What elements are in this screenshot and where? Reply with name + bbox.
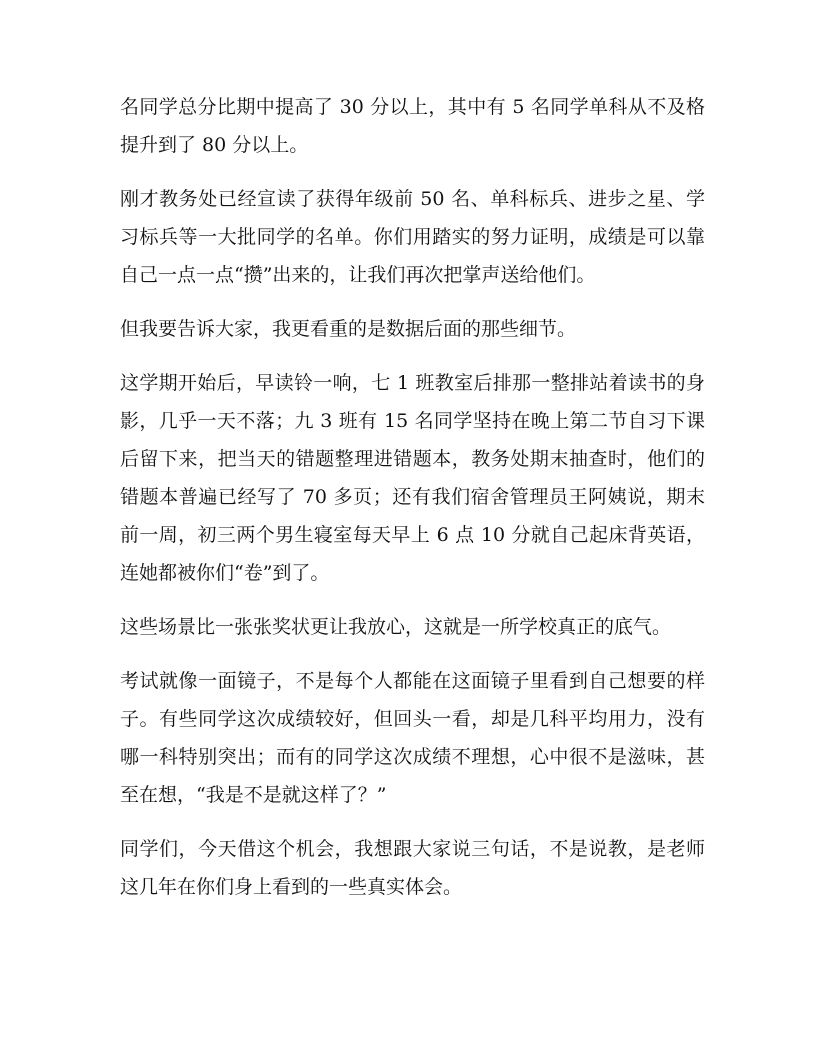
- paragraph-2: 刚才教务处已经宣读了获得年级前 50 名、单科标兵、进步之星、学习标兵等一大批同学的名单。你们用踏实的努力证明，成绩是可以靠自己一点一点“攒”出来的，让我们再次把掌声送给他们。: [120, 188, 705, 286]
- paragraph-6: 考试就像一面镜子，不是每个人都能在这面镜子里看到自己想要的样子。有些同学这次成绩较好，但回头一看，却是几科平均用力，没有哪一科特别突出；而有的同学这次成绩不理想，心中很不是滋味，甚至在想，“我是不是就这样了？”: [120, 670, 705, 806]
- document-body: [120, 88, 705, 922]
- paragraph-5: 这些场景比一张张奖状更让我放心，这就是一所学校真正的底气。: [120, 616, 672, 638]
- paragraph-4: 这学期开始后，早读铃一响，七 1 班教室后排那一整排站着读书的身影，几乎一天不落；九 3 班有 15 名同学坚持在晚上第二节自习下课后留下来，把当天的错题整理进错题本，教务处期末抽查时，他们的错题本普遍已经写了 70 多页；还有我们宿舍管理员王阿姨说，期末前一周，初三两个男生寝室每天早上 6 点 10 分就自己起床背英语，连她都被你们“卷”到了。: [120, 372, 705, 584]
- paragraph-7: 同学们，今天借这个机会，我想跟大家说三句话，不是说教，是老师这几年在你们身上看到的一些真实体会。: [120, 838, 705, 898]
- paragraph-1: 名同学总分比期中提高了 30 分以上，其中有 5 名同学单科从不及格提升到了 80 分以上。: [120, 96, 705, 156]
- paragraph-3: 但我要告诉大家，我更看重的是数据后面的那些细节。: [120, 318, 577, 340]
